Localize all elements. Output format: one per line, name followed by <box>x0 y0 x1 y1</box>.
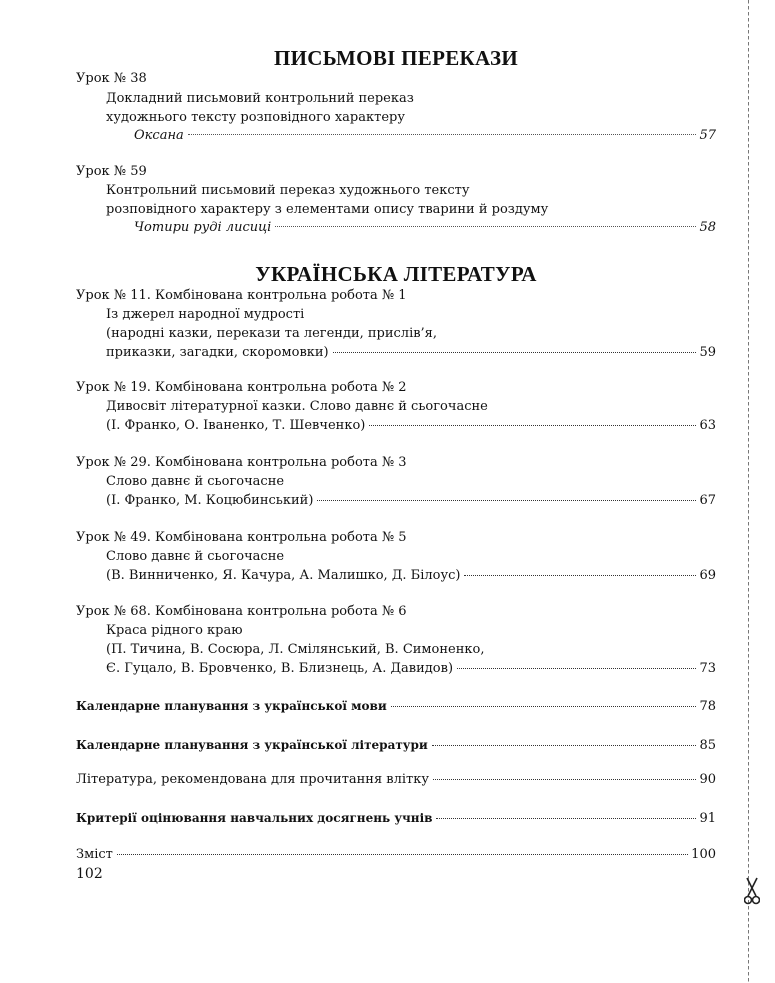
lesson-heading: Урок № 38 <box>76 71 147 86</box>
toc-page-number: 91 <box>699 811 716 826</box>
toc-page-number: 59 <box>699 345 716 360</box>
lesson-heading: Урок № 49. Комбінована контрольна робота № 5 <box>76 530 407 545</box>
dot-leader <box>436 818 696 819</box>
section-title-literature: УКРАЇНСЬКА ЛІТЕРАТУРА <box>255 262 537 286</box>
lesson-heading: Урок № 19. Комбінована контрольна робота № 2 <box>76 380 407 395</box>
toc-entry-title: Зміст <box>76 847 113 862</box>
cut-line <box>748 0 749 983</box>
dot-leader <box>317 500 696 501</box>
dot-leader <box>333 352 697 353</box>
page-number: 102 <box>76 866 103 882</box>
lesson-heading: Урок № 11. Комбінована контрольна робота № 1 <box>76 288 407 303</box>
lesson-line: Слово давнє й сьогочасне <box>106 549 285 564</box>
dot-leader <box>117 854 688 855</box>
scissors-icon <box>744 876 760 906</box>
toc-entry-title: Критерії оцінювання навчальних досягнень учнів <box>76 811 433 825</box>
lesson-line: Слово давнє й сьогочасне <box>106 474 285 489</box>
toc-entry-summer-reading[interactable] <box>76 771 716 789</box>
lesson-line: Контрольний письмовий переказ художнього тексту <box>106 183 470 198</box>
toc-page-number: 85 <box>699 738 716 753</box>
toc-page-number: 78 <box>699 699 716 714</box>
lesson-line: Краса рідного краю <box>106 623 243 638</box>
toc-entry-title: Є. Гуцало, В. Бровченко, В. Близнець, А. Давидов) <box>106 661 454 676</box>
lesson-line: (народні казки, перекази та легенди, прислів’я, <box>106 326 438 341</box>
dot-leader <box>432 745 697 746</box>
toc-page-number: 69 <box>699 568 716 583</box>
toc-entry[interactable] <box>106 344 716 362</box>
toc-entry-assessment-criteria[interactable] <box>76 809 716 828</box>
lesson-line: художнього тексту розповідного характеру <box>106 110 405 125</box>
lesson-line: Дивосвіт літературної казки. Слово давнє й сьогочасне <box>106 399 488 414</box>
toc-entry-title: (І. Франко, М. Коцюбинський) <box>106 493 314 508</box>
toc-entry-title: (В. Винниченко, Я. Качура, А. Малишко, Д. Білоус) <box>106 568 461 583</box>
toc-entry-title: Календарне планування з української мови <box>76 699 387 713</box>
toc-entry-calendar-language[interactable] <box>76 697 716 716</box>
lesson-line: (П. Тичина, В. Сосюра, Л. Смілянський, В. Симоненко, <box>106 642 485 657</box>
toc-page-number: 73 <box>699 661 716 676</box>
toc-entry[interactable] <box>106 567 716 585</box>
toc-page-number: 58 <box>699 220 716 235</box>
dot-leader <box>188 134 697 135</box>
lesson-line: Із джерел народної мудрості <box>106 307 305 322</box>
toc-entry-title: Чотири руді лисиці <box>134 220 272 235</box>
dot-leader <box>464 575 696 576</box>
toc-entry-title: Календарне планування з української літератури <box>76 738 428 752</box>
toc-page-number: 67 <box>699 493 716 508</box>
toc-entry-title: Література, рекомендована для прочитання влітку <box>76 772 429 787</box>
toc-entry[interactable] <box>134 219 716 237</box>
toc-entry-title: (І. Франко, О. Іваненко, Т. Шевченко) <box>106 418 366 433</box>
dot-leader <box>391 706 697 707</box>
toc-entry-calendar-literature[interactable] <box>76 736 716 755</box>
toc-page-number: 90 <box>699 772 716 787</box>
toc-page-number: 63 <box>699 418 716 433</box>
toc-page-number: 57 <box>699 128 716 143</box>
lesson-heading: Урок № 59 <box>76 164 147 179</box>
toc-entry-contents[interactable] <box>76 846 716 864</box>
lesson-heading: Урок № 29. Комбінована контрольна робота № 3 <box>76 455 407 470</box>
toc-entry[interactable] <box>134 127 716 145</box>
lesson-heading: Урок № 68. Комбінована контрольна робота № 6 <box>76 604 407 619</box>
dot-leader <box>369 425 696 426</box>
toc-entry-title: приказки, загадки, скоромовки) <box>106 345 329 360</box>
toc-entry[interactable] <box>106 492 716 510</box>
dot-leader <box>457 668 696 669</box>
lesson-line: Докладний письмовий контрольний переказ <box>106 91 414 106</box>
toc-page-number: 100 <box>691 847 716 862</box>
toc-entry[interactable] <box>106 417 716 435</box>
toc-entry-title: Оксана <box>134 128 184 143</box>
toc-entry[interactable] <box>106 660 716 678</box>
lesson-line: розповідного характеру з елементами опису тварини й роздуму <box>106 202 549 217</box>
dot-leader <box>433 779 696 780</box>
section-title-written: ПИСЬМОВІ ПЕРЕКАЗИ <box>273 46 519 70</box>
dot-leader <box>275 226 696 227</box>
